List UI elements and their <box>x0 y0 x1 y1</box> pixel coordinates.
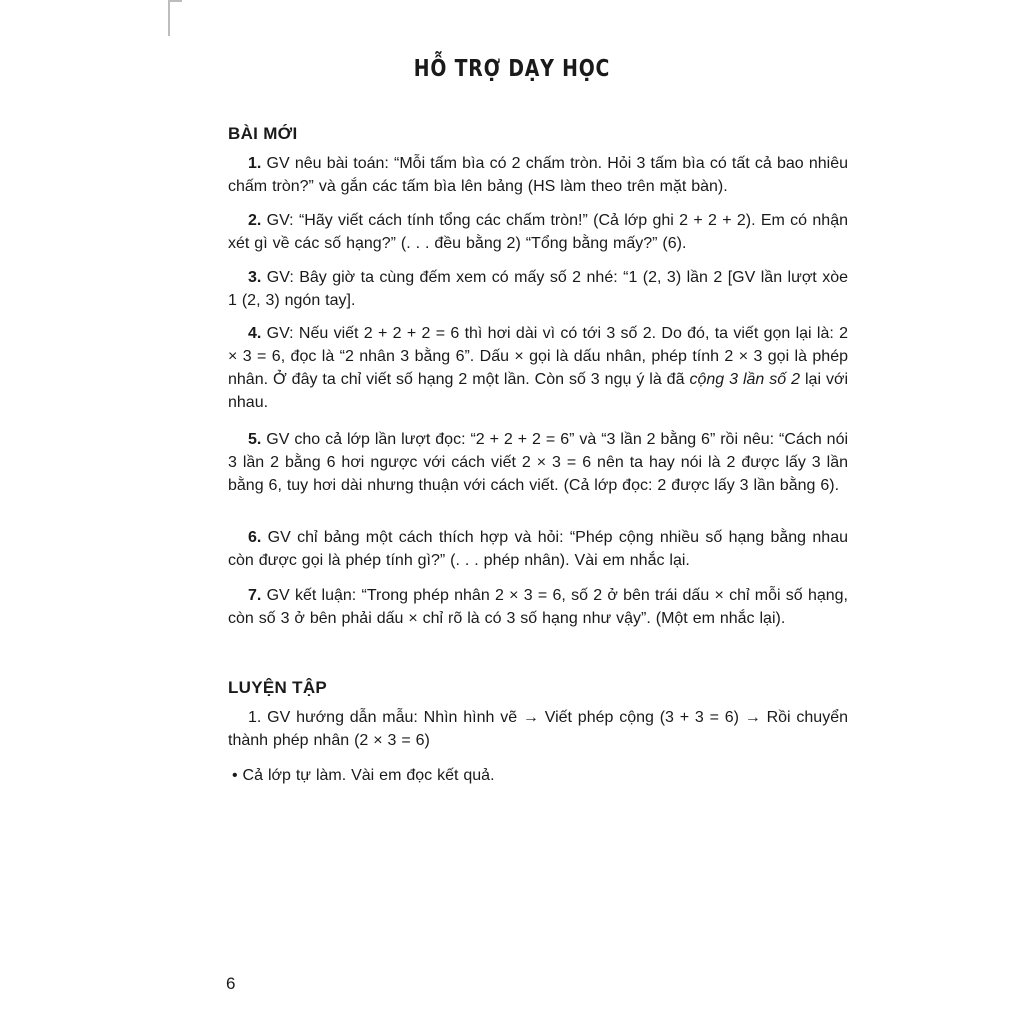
paragraph-text: GV kết luận: “Trong phép nhân 2 × 3 = 6, số 2 ở bên trái dấu × chỉ mỗi số hạng, còn số 3 ở bên phải dấu × chỉ rõ là có 3 số hạng như vậy”. (Một em nhắc lại). <box>228 587 848 627</box>
page-edge-corner <box>168 0 182 2</box>
paragraph-text: GV chỉ bảng một cách thích hợp và hỏi: “Phép cộng nhiều số hạng bằng nhau còn được gọi là phép tính gì?” (. . . phép nhân). Vài em nhắc lại. <box>228 529 848 569</box>
paragraph-7 <box>228 584 848 630</box>
paragraph-number: 4. <box>248 325 262 342</box>
practice-paragraph-1: 1. GV hướng dẫn mẫu: Nhìn hình vẽ → Viết phép cộng (3 + 3 = 6) → Rồi chuyển thành phép nhân (2 × 3 = 6) <box>228 709 848 749</box>
page-edge-line <box>168 0 170 36</box>
paragraph-number: 7. <box>248 587 262 604</box>
page-number: 6 <box>226 974 236 993</box>
paragraph-6 <box>228 526 848 572</box>
paragraph-number: 1. <box>248 155 262 172</box>
paragraph-text: GV cho cả lớp lần lượt đọc: “2 + 2 + 2 = 6” và “3 lần 2 bằng 6” rồi nêu: “Cách nói 3 lần 2 bằng 6 hơi ngược với cách viết 2 × 3 = 6 nên ta hay nói là 2 được lấy 3 lần bằng 6, tuy hơi dài nhưng thuận với cách viết. (Cả lớp đọc: 2 được lấy 3 lần bằng 6). <box>228 431 849 494</box>
paragraph-text: GV nêu bài toán: “Mỗi tấm bìa có 2 chấm tròn. Hỏi 3 tấm bìa có tất cả bao nhiêu chấm tròn?” và gắn các tấm bìa lên bảng (HS làm theo trên mặt bàn). <box>228 155 848 195</box>
practice-bullet-item: • Cả lớp tự làm. Vài em đọc kết quả. <box>232 767 495 784</box>
paragraph-text: GV: “Hãy viết cách tính tổng các chấm tròn!” (Cả lớp ghi 2 + 2 + 2). Em có nhận xét gì về các số hạng?” (. . . đều bằng 2) “Tổng bằng mấy?” (6). <box>228 212 848 252</box>
paragraph-number: 3. <box>248 269 262 286</box>
paragraph-text: GV: Nếu viết 2 + 2 + 2 = 6 thì hơi dài vì có tới 3 số 2. Do đó, ta viết gọn lại là: 2 × 3 = 6, đọc là “2 nhân 3 bằng 6”. Dấu × gọi là dấu nhân, phép tính 2 × 3 gọi là phép nhân. Ở đây ta chỉ viết số hạng 2 một lần. Còn số 3 ngụ ý là đã <box>228 325 848 388</box>
paragraph-text: lại với nhau. <box>228 371 849 411</box>
page-title: HỖ TRỢ DẠY HỌC <box>413 56 611 82</box>
paragraph-italic-text: cộng 3 lần số 2 <box>689 371 801 388</box>
paragraph-text: GV: Bây giờ ta cùng đếm xem có mấy số 2 nhé: “1 (2, 3) lần 2 [GV lần lượt xòe 1 (2, 3) ngón tay]. <box>228 269 848 309</box>
paragraph-number: 6. <box>248 529 262 546</box>
paragraph-number: 5. <box>248 431 262 448</box>
section-heading-bai-moi: BÀI MỚI <box>228 124 298 143</box>
paragraph-2 <box>228 209 848 255</box>
paragraph-5 <box>228 428 848 497</box>
paragraph-3 <box>228 266 848 312</box>
paragraph-number: 2. <box>248 212 262 229</box>
section-heading-luyen-tap: LUYỆN TẬP <box>228 678 328 697</box>
paragraph-4 <box>228 322 848 414</box>
paragraph-1 <box>228 152 848 198</box>
